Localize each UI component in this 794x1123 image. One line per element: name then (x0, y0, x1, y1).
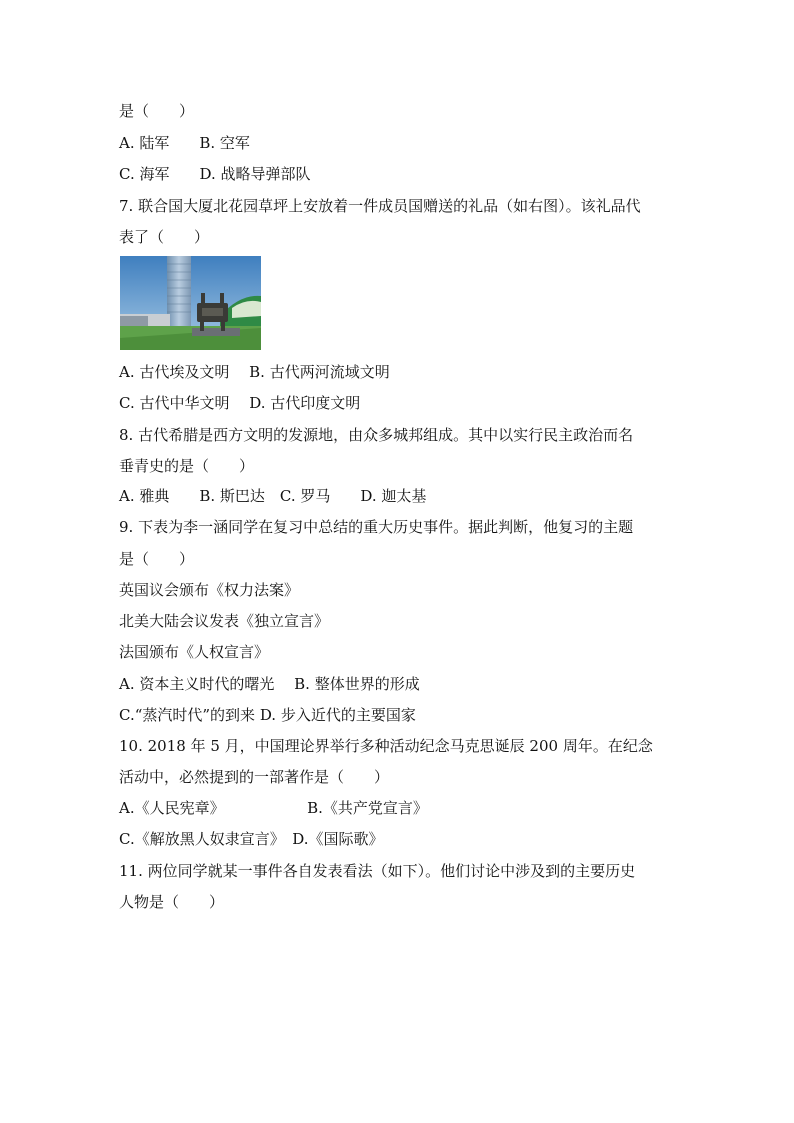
bronze-ding-icon (120, 256, 261, 350)
q9-options-cd: C.“蒸汽时代”的到来 D. 步入近代的主要国家 (119, 706, 416, 724)
q9-table-row-2: 北美大陆会议发表《独立宣言》 (119, 612, 330, 630)
q6-stem-end: 是（ ） (119, 102, 195, 120)
q9-stem-line2: 是（ ） (119, 550, 195, 568)
q10-stem-line1: 10. 2018 年 5 月，中国理论界举行多种活动纪念马克思诞辰 200 周年。在纪念 (119, 737, 653, 755)
q9-table-row-1: 英国议会颁布《权力法案》 (119, 581, 300, 599)
q8-stem-line1: 8. 古代希腊是西方文明的发源地，由众多城邦组成。其中以实行民主政治而名 (119, 426, 634, 444)
q9-table-row-3: 法国颁布《人权宣言》 (119, 643, 270, 661)
q6-options-ab: A. 陆军 B. 空军 (119, 134, 250, 152)
q7-options-ab: A. 古代埃及文明 B. 古代两河流域文明 (119, 363, 390, 381)
q8-stem-line2: 垂青史的是（ ） (119, 457, 255, 475)
q9-stem-line1: 9. 下表为李一涵同学在复习中总结的重大历史事件。据此判断，他复习的主题 (119, 518, 634, 536)
q7-stem-line2: 表了（ ） (119, 228, 210, 246)
q9-options-ab: A. 资本主义时代的曙光 B. 整体世界的形成 (119, 675, 420, 693)
un-headquarters-photo (120, 256, 261, 350)
q11-stem-line1: 11. 两位同学就某一事件各自发表看法（如下）。他们讨论中涉及到的主要历史 (119, 862, 636, 880)
q7-stem-line1: 7. 联合国大厦北花园草坪上安放着一件成员国赠送的礼品（如右图）。该礼品代 (119, 197, 641, 215)
q6-options-cd: C. 海军 D. 战略导弹部队 (119, 165, 311, 183)
q10-options-ab: A.《人民宪章》 B.《共产党宣言》 (119, 799, 428, 817)
q7-options-cd: C. 古代中华文明 D. 古代印度文明 (119, 394, 361, 412)
q10-options-cd: C.《解放黑人奴隶宣言》 D.《国际歌》 (119, 830, 384, 848)
q10-stem-line2: 活动中，必然提到的一部著作是（ ） (119, 768, 390, 786)
q11-stem-line2: 人物是（ ） (119, 893, 225, 911)
q8-options: A. 雅典 B. 斯巴达 C. 罗马 D. 迦太基 (119, 487, 427, 505)
